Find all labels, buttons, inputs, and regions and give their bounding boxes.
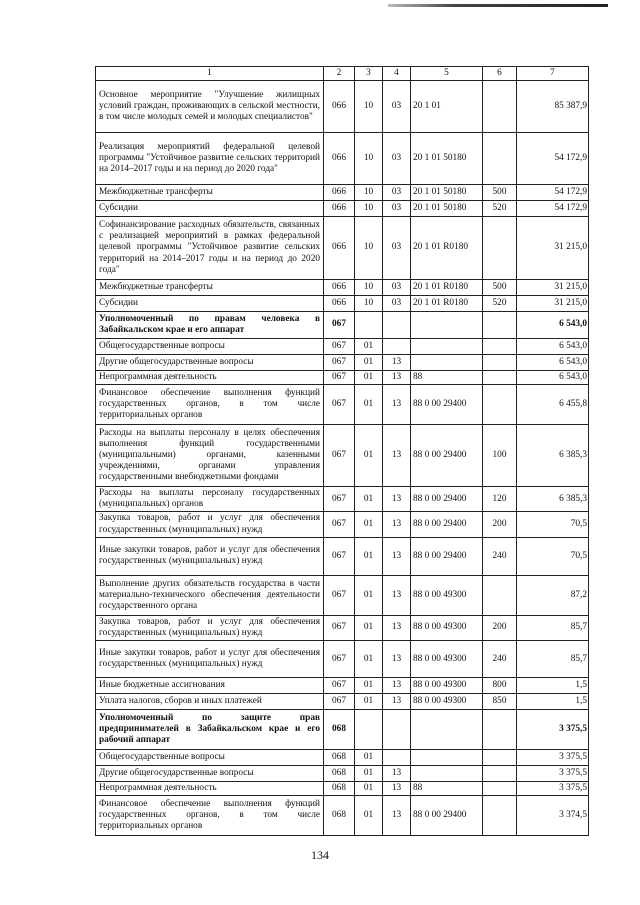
table-row	[96, 355, 589, 371]
target-article-cell: 20 1 01 50180	[411, 185, 483, 201]
expense-name-cell: Реализация мероприятий федеральной целевой программы "Устойчивое развитие сельских территорий на 2014–2017 годы и на период до 2020 года"	[96, 133, 324, 185]
target-article-cell: 88 0 00 49300	[411, 575, 483, 615]
expense-name-cell: Закупка товаров, работ и услуг для обеспечения государственных (муниципальных) нужд	[96, 512, 324, 537]
department-code-cell: 066	[324, 217, 355, 280]
department-code-cell: 067	[324, 678, 355, 694]
expense-name-cell: Межбюджетные трансферты	[96, 185, 324, 201]
expense-name-cell: Межбюджетные трансферты	[96, 280, 324, 296]
subsection-code-cell: 13	[383, 385, 411, 425]
expense-name-cell: Субсидии	[96, 296, 324, 312]
subsection-code-cell: 13	[383, 575, 411, 615]
amount-cell: 6 385,3	[517, 425, 589, 487]
section-code-cell: 01	[355, 355, 383, 371]
target-article-cell: 88 0 00 49300	[411, 641, 483, 678]
expense-name-cell: Финансовое обеспечение выполнения функций государственных органов, в том числе территориальных органов	[96, 385, 324, 425]
department-code-cell: 067	[324, 537, 355, 575]
amount-cell: 6 543,0	[517, 339, 589, 355]
column-header: 2	[324, 67, 355, 81]
section-code-cell: 01	[355, 750, 383, 766]
section-code-cell: 10	[355, 133, 383, 185]
table-row	[96, 575, 589, 615]
expense-type-cell	[483, 371, 517, 385]
target-article-cell: 88 0 00 29400	[411, 796, 483, 836]
expense-type-cell	[483, 782, 517, 796]
column-header: 7	[517, 67, 589, 81]
department-code-cell: 067	[324, 385, 355, 425]
section-code-cell: 01	[355, 385, 383, 425]
expense-name-cell: Иные бюджетные ассигнования	[96, 678, 324, 694]
section-code-cell: 01	[355, 641, 383, 678]
amount-cell: 3 374,5	[517, 796, 589, 836]
column-header: 5	[411, 67, 483, 81]
amount-cell: 3 375,5	[517, 782, 589, 796]
budget-table-body	[96, 67, 589, 836]
expense-name-cell: Выполнение других обязательств государства в части материально-технического обеспечения деятельности государственного органа	[96, 575, 324, 615]
department-code-cell: 068	[324, 782, 355, 796]
amount-cell: 1,5	[517, 694, 589, 710]
target-article-cell: 88 0 00 29400	[411, 537, 483, 575]
department-code-cell: 066	[324, 185, 355, 201]
section-code-cell: 01	[355, 512, 383, 537]
target-article-cell: 88 0 00 49300	[411, 694, 483, 710]
expense-type-cell	[483, 339, 517, 355]
department-code-cell: 066	[324, 296, 355, 312]
subsection-code-cell: 13	[383, 487, 411, 512]
section-code-cell: 01	[355, 575, 383, 615]
department-code-cell: 066	[324, 133, 355, 185]
table-row	[96, 185, 589, 201]
target-article-cell	[411, 355, 483, 371]
section-code-cell: 01	[355, 678, 383, 694]
target-article-cell: 88 0 00 29400	[411, 512, 483, 537]
table-row	[96, 280, 589, 296]
expense-name-cell: Другие общегосударственные вопросы	[96, 355, 324, 371]
table-row	[96, 615, 589, 640]
expense-type-cell: 240	[483, 641, 517, 678]
expense-name-cell: Уполномоченный по правам человека в Забайкальском крае и его аппарат	[96, 312, 324, 339]
budget-table-container	[95, 66, 589, 836]
expense-type-cell: 500	[483, 280, 517, 296]
department-code-cell: 067	[324, 355, 355, 371]
section-code-cell: 10	[355, 296, 383, 312]
amount-cell: 3 375,5	[517, 766, 589, 782]
subsection-code-cell: 13	[383, 425, 411, 487]
expense-name-cell: Субсидии	[96, 201, 324, 217]
table-row	[96, 487, 589, 512]
section-code-cell: 10	[355, 201, 383, 217]
section-code-cell: 01	[355, 487, 383, 512]
expense-name-cell: Финансовое обеспечение выполнения функций государственных органов, в том числе территориальных органов	[96, 796, 324, 836]
target-article-cell	[411, 750, 483, 766]
target-article-cell: 20 1 01 R0180	[411, 280, 483, 296]
table-row	[96, 678, 589, 694]
section-code-cell: 01	[355, 782, 383, 796]
subsection-code-cell: 13	[383, 766, 411, 782]
section-code-cell: 01	[355, 537, 383, 575]
subsection-code-cell: 03	[383, 81, 411, 133]
header-rule	[388, 4, 608, 7]
table-row	[96, 694, 589, 710]
target-article-cell	[411, 339, 483, 355]
expense-name-cell: Иные закупки товаров, работ и услуг для обеспечения государственных (муниципальных) нужд	[96, 537, 324, 575]
target-article-cell: 88 0 00 49300	[411, 615, 483, 640]
amount-cell: 70,5	[517, 512, 589, 537]
section-code-cell: 10	[355, 185, 383, 201]
subsection-code-cell: 13	[383, 615, 411, 640]
target-article-cell	[411, 312, 483, 339]
subsection-code-cell: 13	[383, 641, 411, 678]
expense-name-cell: Непрограммная деятельность	[96, 371, 324, 385]
department-code-cell: 067	[324, 312, 355, 339]
table-row	[96, 201, 589, 217]
target-article-cell: 88	[411, 782, 483, 796]
subsection-code-cell: 13	[383, 782, 411, 796]
section-code-cell: 10	[355, 217, 383, 280]
target-article-cell: 88 0 00 29400	[411, 385, 483, 425]
expense-type-cell	[483, 217, 517, 280]
budget-table	[95, 66, 589, 836]
amount-cell: 87,2	[517, 575, 589, 615]
expense-name-cell: Иные закупки товаров, работ и услуг для обеспечения государственных (муниципальных) нужд	[96, 641, 324, 678]
expense-name-cell: Расходы на выплаты персоналу в целях обеспечения выполнения функций государственными (муниципальными) органами, казенными учреждениями, органами управления государственными внебюджетными фондами	[96, 425, 324, 487]
target-article-cell: 20 1 01	[411, 81, 483, 133]
department-code-cell: 066	[324, 81, 355, 133]
table-row	[96, 537, 589, 575]
department-code-cell: 068	[324, 766, 355, 782]
subsection-code-cell: 03	[383, 217, 411, 280]
table-row	[96, 81, 589, 133]
target-article-cell: 20 1 01 R0180	[411, 296, 483, 312]
column-header: 6	[483, 67, 517, 81]
expense-name-cell: Общегосударственные вопросы	[96, 339, 324, 355]
subsection-code-cell	[383, 750, 411, 766]
section-code-cell: 10	[355, 280, 383, 296]
subsection-code-cell: 13	[383, 537, 411, 575]
expense-name-cell: Основное мероприятие "Улучшение жилищных условий граждан, проживающих в сельской местности, в том числе молодых семей и молодых специалистов"	[96, 81, 324, 133]
expense-type-cell: 850	[483, 694, 517, 710]
table-row	[96, 750, 589, 766]
subsection-code-cell: 03	[383, 133, 411, 185]
target-article-cell	[411, 710, 483, 750]
department-code-cell: 067	[324, 641, 355, 678]
table-row	[96, 296, 589, 312]
expense-type-cell	[483, 750, 517, 766]
target-article-cell: 88 0 00 29400	[411, 425, 483, 487]
amount-cell: 3 375,5	[517, 710, 589, 750]
column-number-row	[96, 67, 589, 81]
target-article-cell: 20 1 01 50180	[411, 201, 483, 217]
target-article-cell: 88	[411, 371, 483, 385]
department-code-cell: 068	[324, 750, 355, 766]
expense-type-cell: 120	[483, 487, 517, 512]
target-article-cell: 88 0 00 49300	[411, 678, 483, 694]
subsection-code-cell	[383, 339, 411, 355]
expense-name-cell: Уполномоченный по защите прав предпринимателей в Забайкальском крае и его рабочий аппарат	[96, 710, 324, 750]
table-row	[96, 782, 589, 796]
section-code-cell: 01	[355, 615, 383, 640]
expense-type-cell: 200	[483, 512, 517, 537]
amount-cell: 85 387,9	[517, 81, 589, 133]
expense-type-cell: 240	[483, 537, 517, 575]
amount-cell: 54 172,9	[517, 185, 589, 201]
subsection-code-cell: 03	[383, 201, 411, 217]
table-row	[96, 385, 589, 425]
amount-cell: 6 543,0	[517, 312, 589, 339]
department-code-cell: 067	[324, 575, 355, 615]
table-row	[96, 796, 589, 836]
department-code-cell: 067	[324, 339, 355, 355]
section-code-cell	[355, 710, 383, 750]
expense-name-cell: Другие общегосударственные вопросы	[96, 766, 324, 782]
expense-type-cell	[483, 81, 517, 133]
section-code-cell: 01	[355, 425, 383, 487]
subsection-code-cell: 13	[383, 512, 411, 537]
expense-name-cell: Софинансирование расходных обязательств, связанных с реализацией мероприятий в рамках федеральной целевой программы "Устойчивое развитие сельских территорий на 2014–2017 годы и на период до 2020 года"	[96, 217, 324, 280]
expense-name-cell: Уплата налогов, сборов и иных платежей	[96, 694, 324, 710]
department-code-cell: 067	[324, 512, 355, 537]
table-row	[96, 512, 589, 537]
subsection-code-cell: 13	[383, 371, 411, 385]
expense-type-cell	[483, 796, 517, 836]
page-number: 134	[311, 848, 329, 862]
expense-type-cell	[483, 312, 517, 339]
department-code-cell: 068	[324, 710, 355, 750]
subsection-code-cell: 03	[383, 185, 411, 201]
subsection-code-cell: 03	[383, 280, 411, 296]
subsection-code-cell	[383, 710, 411, 750]
table-row	[96, 312, 589, 339]
department-code-cell: 067	[324, 371, 355, 385]
column-header: 1	[96, 67, 324, 81]
department-code-cell: 067	[324, 487, 355, 512]
section-code-cell: 01	[355, 694, 383, 710]
subsection-code-cell: 13	[383, 694, 411, 710]
column-header: 3	[355, 67, 383, 81]
table-row	[96, 641, 589, 678]
subsection-code-cell: 03	[383, 296, 411, 312]
department-code-cell: 067	[324, 615, 355, 640]
column-header: 4	[383, 67, 411, 81]
expense-type-cell: 520	[483, 201, 517, 217]
expense-type-cell: 520	[483, 296, 517, 312]
table-row	[96, 371, 589, 385]
subsection-code-cell: 13	[383, 796, 411, 836]
target-article-cell	[411, 766, 483, 782]
expense-type-cell	[483, 355, 517, 371]
amount-cell: 85,7	[517, 615, 589, 640]
table-row	[96, 133, 589, 185]
expense-type-cell	[483, 575, 517, 615]
expense-type-cell: 200	[483, 615, 517, 640]
table-row	[96, 766, 589, 782]
department-code-cell: 067	[324, 425, 355, 487]
expense-type-cell	[483, 766, 517, 782]
target-article-cell: 20 1 01 50180	[411, 133, 483, 185]
amount-cell: 54 172,9	[517, 201, 589, 217]
amount-cell: 31 215,0	[517, 296, 589, 312]
expense-type-cell	[483, 385, 517, 425]
expense-type-cell	[483, 710, 517, 750]
department-code-cell: 068	[324, 796, 355, 836]
amount-cell: 1,5	[517, 678, 589, 694]
table-row	[96, 710, 589, 750]
department-code-cell: 066	[324, 201, 355, 217]
expense-type-cell: 100	[483, 425, 517, 487]
expense-type-cell: 500	[483, 185, 517, 201]
amount-cell: 54 172,9	[517, 133, 589, 185]
expense-name-cell: Расходы на выплаты персоналу государственных (муниципальных) органов	[96, 487, 324, 512]
amount-cell: 6 455,8	[517, 385, 589, 425]
table-row	[96, 217, 589, 280]
expense-name-cell: Закупка товаров, работ и услуг для обеспечения государственных (муниципальных) нужд	[96, 615, 324, 640]
section-code-cell: 01	[355, 796, 383, 836]
amount-cell: 6 543,0	[517, 371, 589, 385]
subsection-code-cell: 13	[383, 355, 411, 371]
table-row	[96, 425, 589, 487]
target-article-cell: 20 1 01 R0180	[411, 217, 483, 280]
amount-cell: 31 215,0	[517, 280, 589, 296]
subsection-code-cell: 13	[383, 678, 411, 694]
amount-cell: 31 215,0	[517, 217, 589, 280]
section-code-cell: 10	[355, 81, 383, 133]
amount-cell: 70,5	[517, 537, 589, 575]
expense-type-cell: 800	[483, 678, 517, 694]
section-code-cell: 01	[355, 339, 383, 355]
section-code-cell: 01	[355, 371, 383, 385]
section-code-cell	[355, 312, 383, 339]
amount-cell: 85,7	[517, 641, 589, 678]
section-code-cell: 01	[355, 766, 383, 782]
subsection-code-cell	[383, 312, 411, 339]
expense-name-cell: Общегосударственные вопросы	[96, 750, 324, 766]
table-row	[96, 339, 589, 355]
amount-cell: 6 385,3	[517, 487, 589, 512]
amount-cell: 3 375,5	[517, 750, 589, 766]
department-code-cell: 066	[324, 280, 355, 296]
expense-name-cell: Непрограммная деятельность	[96, 782, 324, 796]
amount-cell: 6 543,0	[517, 355, 589, 371]
expense-type-cell	[483, 133, 517, 185]
department-code-cell: 067	[324, 694, 355, 710]
target-article-cell: 88 0 00 29400	[411, 487, 483, 512]
